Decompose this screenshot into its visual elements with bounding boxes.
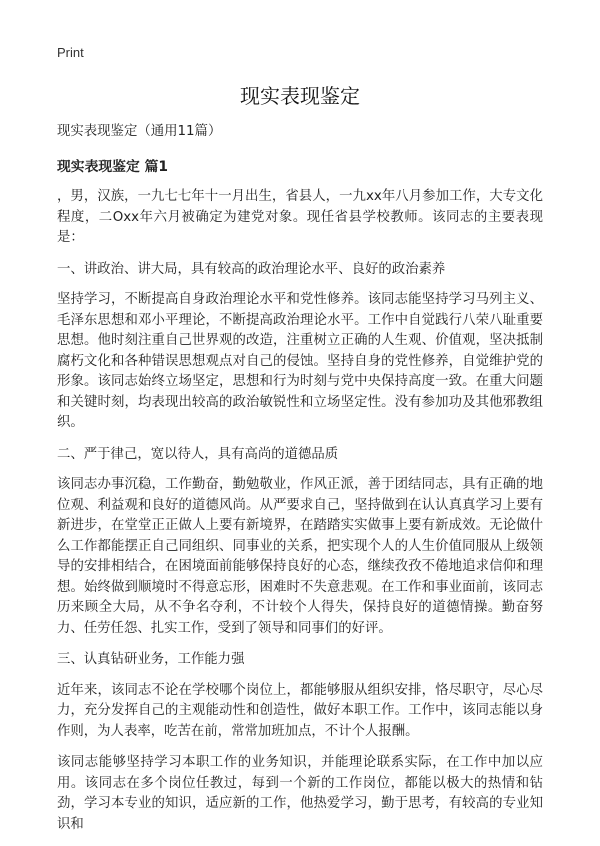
section-heading-3: 三、认真钻研业务，工作能力强 [57, 652, 245, 667]
print-link[interactable]: Print [57, 45, 84, 60]
document-subtitle: 现实表现鉴定（通用11篇） [57, 124, 222, 139]
intro-paragraph: ，男，汉族，一九七七年十一月出生，省县人，一九xx年八月参加工作，大专文化程度，二Oxx年六月被确定为建党对象。现任省县学校教师。该同志的主要表现是： [57, 189, 543, 245]
section-heading-2: 二、严于律己，宽以待人，具有高尚的道德品质 [57, 446, 339, 462]
article-heading: 现实表现鉴定 篇1 [57, 158, 168, 175]
section-3-paragraph-1: 近年来，该同志不论在学校哪个岗位上，都能够服从组织安排，恪尽职守，尽心尽力，充分发挥自己的主观能动性和创造性，做好本职工作。工作中，该同志能以身作则，为人表率，吃苦在前，常常加班加点，不计个人报酬。 [57, 682, 543, 739]
section-1-paragraph-1: 坚持学习，不断提高自身政治理论水平和党性修养。该同志能坚持学习马列主义、毛泽东思想和邓小平理论，不断提高政治理论水平。工作中自觉践行八荣八耻重要思想。他时刻注重自己世界观的改造，注重树立正确的人生观、价值观，坚决抵制腐朽文化和各种错误思想观点对自己的侵蚀。坚持自身的党性修养，自觉维护党的形象。该同志始终立场坚定，思想和行为时刻与党中央保持高度一致。在重大问题和关键时刻，均表现出较高的政治敏锐性和立场坚定性。没有参加功及其他邪教组织。 [57, 292, 543, 430]
document-body [57, 122, 543, 846]
section-heading-1: 一、讲政治、讲大局，具有较高的政治理论水平、良好的政治素养 [57, 261, 446, 277]
document-title: 现实表现鉴定 [240, 84, 360, 108]
section-3-paragraph-2: 该同志能够坚持学习本职工作的业务知识，并能理论联系实际，在工作中加以应用。该同志在多个岗位任教过，每到一个新的工作岗位，都能以极大的热情和钻劲，学习本专业的知识，适应新的工作，他热爱学习，勤于思考，有较高的专业知识和 [57, 755, 543, 832]
section-2-paragraph-1: 该同志办事沉稳，工作勤奋，勤勉敬业，作风正派，善于团结同志，具有正确的地位观、利益观和良好的道德风尚。从严要求自己，坚持做到在认认真真学习上要有新进步，在堂堂正正做人上要有新境界，在踏踏实实做事上要有新成效。无论做什么工作都能摆正自己同组织、同事业的关系，把实现个人的人生价值同服从上级领导的安排相结合，在困境面前能够保持良好的心态，继续孜孜不倦地追求信仰和理想。始终做到顺境时不得意忘形，困难时不失意悲观。在工作和事业面前，该同志历来顾全大局，从不争名夺利，不计较个人得失，保持良好的道德情操。勤奋努力、任劳任怨、扎实工作，受到了领导和同事们的好评。 [57, 477, 543, 636]
